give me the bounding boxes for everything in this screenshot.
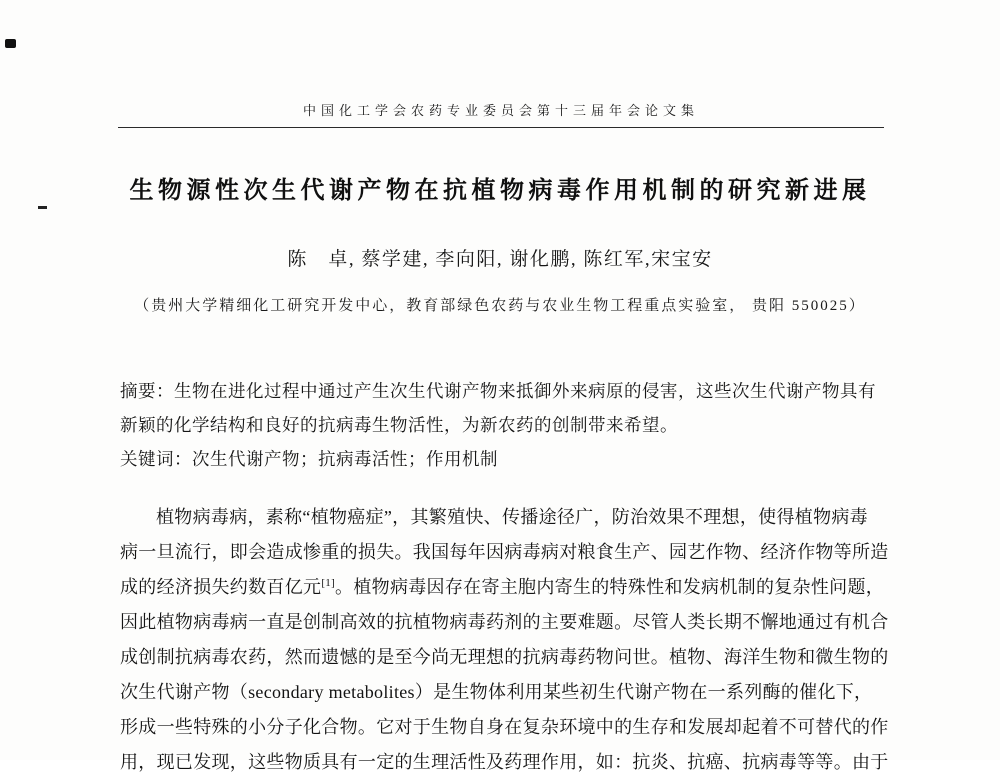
- keywords-label: 关键词：: [120, 449, 192, 469]
- abstract-label: 摘要：: [120, 381, 174, 401]
- header-rule: [118, 127, 884, 128]
- affiliation-line: （贵州大学精细化工研究开发中心，教育部绿色农药与农业生物工程重点实验室， 贵阳 550025）: [134, 298, 866, 314]
- body-line-clipped: 用，现已发现，这些物质具有一定的生理活性及药理作用，如：抗炎、抗癌、抗病毒等等。由于: [120, 752, 889, 772]
- scan-artifact-dash: [38, 206, 47, 209]
- body-line: 病一旦流行，即会造成惨重的损失。我国每年因病毒病对粮食生产、园艺作物、经济作物等所造: [120, 542, 889, 562]
- paper-title: 生物源性次生代谢产物在抗植物病毒作用机制的研究新进展: [129, 177, 871, 204]
- body-line: 成创制抗病毒农药，然而遗憾的是至今尚无理想的抗病毒药物问世。植物、海洋生物和微生物的: [120, 647, 889, 667]
- abstract-line-1: [120, 374, 890, 408]
- body-line-3-text-after: 。植物病毒因存在寄主胞内寄生的特殊性和发病机制的复杂性问题，: [335, 577, 885, 597]
- keywords-text: 次生代谢产物；抗病毒活性；作用机制: [192, 449, 498, 469]
- keywords-line: [120, 442, 890, 476]
- citation-superscript: [1]: [321, 577, 336, 589]
- body-line: 次生代谢产物（secondary metabolites）是生物体利用某些初生代谢产物在一系列酶的催化下，: [120, 682, 873, 702]
- body-paragraph: [120, 500, 890, 780]
- abstract-text: 生物在进化过程中通过产生次生代谢产物来抵御外来病原的侵害，这些次生代谢产物具有: [174, 381, 876, 401]
- authors-line: 陈 卓, 蔡学建, 李向阳, 谢化鹏, 陈红军,宋宝安: [287, 249, 713, 270]
- proceedings-header: 中国化工学会农药专业委员会第十三届年会论文集: [302, 103, 699, 118]
- body-line: 形成一些特殊的小分子化合物。它对于生物自身在复杂环境中的生存和发展却起着不可替代的作: [120, 717, 889, 737]
- body-line: 因此植物病毒病一直是创制高效的抗植物病毒药剂的主要难题。尽管人类长期不懈地通过有机合: [120, 612, 889, 632]
- body-line: 植物病毒病，素称“植物癌症”，其繁殖快、传播途径广，防治效果不理想，使得植物病毒: [156, 507, 868, 527]
- abstract-line-2: 新颖的化学结构和良好的抗病毒生物活性，为新农药的创制带来希望。: [120, 415, 678, 435]
- scan-artifact-blob: [5, 39, 16, 48]
- abstract-block: [120, 374, 890, 476]
- body-line-3-text: 成的经济损失约数百亿元: [120, 577, 322, 597]
- body-line: [120, 570, 890, 605]
